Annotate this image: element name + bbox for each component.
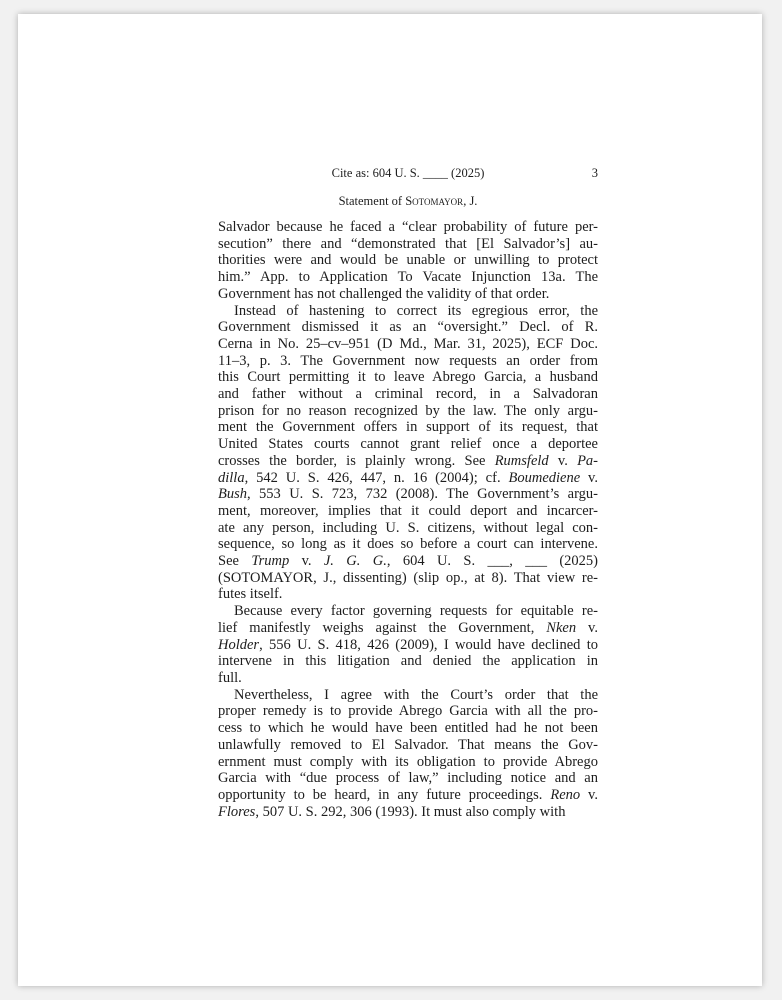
text-line: Government has not challenged the validity of that order. bbox=[218, 285, 550, 302]
text-line: crosses the border, is plainly wrong. See Rumsfeld v. Pa- bbox=[218, 452, 598, 469]
text-line: Garcia with “due process of law,” including notice and an bbox=[218, 770, 598, 787]
paragraph-p2 bbox=[218, 303, 598, 604]
text-line: Cerna in No. 25–cv–951 (D Md., Mar. 31, 2025), ECF Doc. bbox=[218, 335, 598, 352]
text-line: Flores, 507 U. S. 292, 306 (1993). It must also comply with bbox=[218, 803, 566, 820]
text-line: proper remedy is to provide Abrego Garcia with all the pro- bbox=[218, 703, 598, 720]
text-line: See Trump v. J. G. G., 604 U. S. ___, ___ (2025) bbox=[218, 553, 598, 570]
statement-justice: Sotomayor bbox=[405, 194, 464, 208]
statement-prefix: Statement of bbox=[338, 194, 406, 208]
text-line: ate any person, including U. S. citizens, without legal con- bbox=[218, 519, 598, 536]
text-line: sequence, so long as it does so before a court can intervene. bbox=[218, 536, 598, 553]
text-line: Instead of hastening to correct its egregious error, the bbox=[234, 302, 598, 319]
text-line: Bush, 553 U. S. 723, 732 (2008). The Government’s argu- bbox=[218, 486, 598, 503]
paragraph-p4 bbox=[218, 687, 598, 821]
statement-heading bbox=[218, 194, 598, 209]
citation-line: Cite as: 604 U. S. ____ (2025) bbox=[331, 166, 485, 180]
text-line: ment, moreover, implies that it could deport and incarcer- bbox=[218, 502, 598, 519]
text-line: lief manifestly weighs against the Government, Nken v. bbox=[218, 619, 598, 636]
text-line: Because every factor governing requests for equitable re- bbox=[234, 603, 598, 620]
text-line: secution” there and “demonstrated that [El Salvador’s] au- bbox=[218, 235, 598, 252]
text-line: United States courts cannot grant relief once a deportee bbox=[218, 436, 598, 453]
document-page bbox=[18, 14, 762, 986]
text-line: Government dismissed it as an “oversight.” Decl. of R. bbox=[218, 319, 598, 336]
text-line: this Court permitting it to leave Abrego Garcia, a husband bbox=[218, 369, 598, 386]
text-line: and father without a criminal record, in a Salvadoran bbox=[218, 386, 598, 403]
text-line: Nevertheless, I agree with the Court’s order that the bbox=[234, 686, 598, 703]
text-line: ernment must comply with its obligation to provide Abrego bbox=[218, 753, 598, 770]
text-line: opportunity to be heard, in any future proceedings. Reno v. bbox=[218, 786, 598, 803]
text-line: dilla, 542 U. S. 426, 447, n. 16 (2004); cf. Boumediene v. bbox=[218, 469, 598, 486]
paragraph-p3 bbox=[218, 603, 598, 687]
text-line: ment the Government offers in support of its request, that bbox=[218, 419, 598, 436]
opinion-body bbox=[218, 219, 598, 820]
text-line: full. bbox=[218, 669, 242, 686]
text-line: unlawfully removed to El Salvador. That means the Gov- bbox=[218, 736, 598, 753]
text-line: Holder, 556 U. S. 418, 426 (2009), I would have declined to bbox=[218, 636, 598, 653]
text-line: thorities were and would be unable or unwilling to protect bbox=[218, 252, 598, 269]
text-line: him.” App. to Application To Vacate Injunction 13a. The bbox=[218, 269, 598, 286]
statement-suffix: , J. bbox=[463, 194, 478, 208]
paragraph-p1 bbox=[218, 219, 598, 303]
text-line: futes itself. bbox=[218, 586, 283, 603]
running-header bbox=[218, 166, 598, 181]
text-line: prison for no reason recognized by the law. The only argu- bbox=[218, 402, 598, 419]
text-line: Salvador because he faced a “clear probability of future per- bbox=[218, 219, 598, 235]
text-line: cess to which he would have been entitled had he not been bbox=[218, 720, 598, 737]
text-line: (SOTOMAYOR, J., dissenting) (slip op., at 8). That view re- bbox=[218, 569, 598, 586]
text-line: intervene in this litigation and denied the application in bbox=[218, 653, 598, 670]
page-number: 3 bbox=[591, 166, 598, 180]
text-line: 11–3, p. 3. The Government now requests an order from bbox=[218, 352, 598, 369]
